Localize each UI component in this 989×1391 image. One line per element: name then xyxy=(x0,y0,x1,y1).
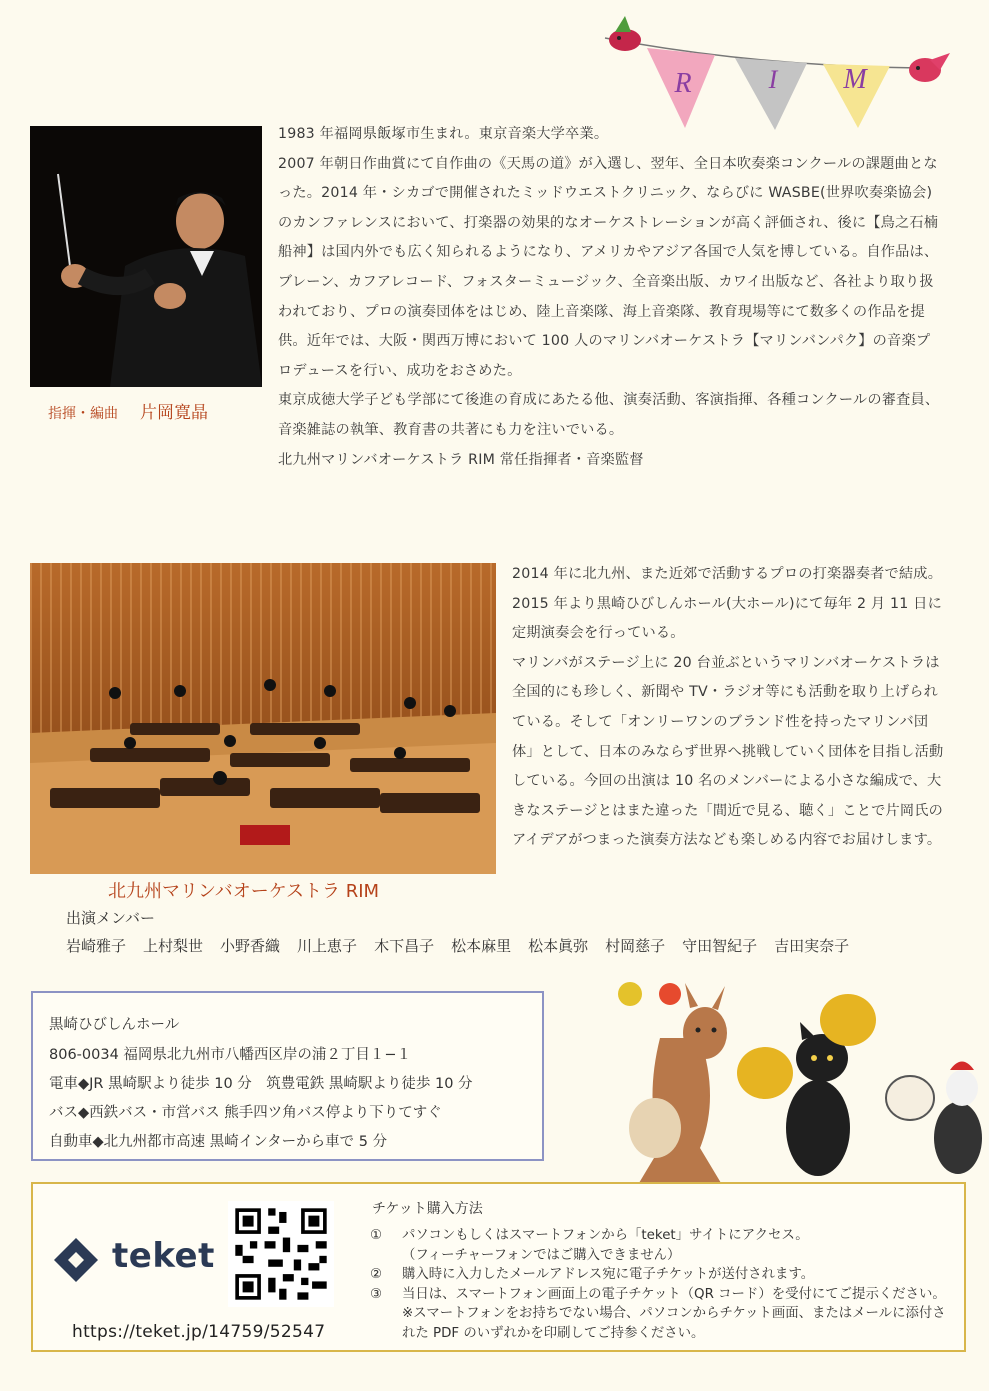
about-paragraph: マリンバがステージ上に 20 台並ぶというマリンバオーケストラは全国的にも珍しく、新聞や TV・ラジオ等にも活動を取り上げられている。そして「オンリーワンのブランド性を持ったマリンバ団体」として、日本のみならず世界へ挑戦していく団体を目指し活動している。今回の出演は 10 名のメンバーによる小さな編成で、大きなステージとはまた違った「間近で見る、聴く」ことで片岡氏のアイデアがつまった演奏方法なども楽しめる内容でお届けします。 xyxy=(512,654,944,849)
how-to-buy-title: チケット購入方法 xyxy=(372,1201,483,1217)
step-item xyxy=(370,1285,950,1344)
venue-car: 自動車◆北九州都市高速 黒崎インターから車で 5 分 xyxy=(49,1134,388,1150)
conductor-role: 指揮・編曲 xyxy=(48,406,118,422)
venue-bus: バス◆西鉄バス・市営バス 熊手四ツ角バス停より下りてすぐ xyxy=(49,1105,442,1121)
conductor-photo xyxy=(30,126,262,387)
about-paragraph: 2014 年に北九州、また近郊で活動するプロの打楽器奏者で結成。2015 年より黒崎ひびしんホール(大ホール)にて毎年 2 月 11 日に定期演奏会を行っている。 xyxy=(512,566,943,642)
kangaroo-icon xyxy=(618,982,730,1198)
conductor-bio xyxy=(278,120,944,475)
venue-train: 電車◆JR 黒崎駅より徒歩 10 分 筑豊電鉄 黒崎駅より徒歩 10 分 xyxy=(49,1076,473,1092)
tambourine-icon xyxy=(886,1076,934,1120)
orchestra-caption: 北九州マリンバオーケストラ RIM xyxy=(108,881,380,902)
members-title: 出演メンバー xyxy=(66,909,155,927)
qr-code[interactable] xyxy=(228,1201,334,1307)
bird-left-icon xyxy=(609,16,641,51)
orchestra-photo xyxy=(30,563,496,874)
teket-wordmark: teket xyxy=(112,1236,215,1276)
member-name: 吉田実奈子 xyxy=(774,937,850,955)
bio-paragraph: 2007 年朝日作曲賞にて自作曲の《天馬の道》が入選し、翌年、全日本吹奏楽コンクールの課題曲となった。2014 年・シカゴで開催されたミッドウエストクリニック、ならびに WASBE(世界吹奏楽協会)のカンファレンスにおいて、打楽器の効果的なオーケストレーションが高く評価され、後に【鳥之石楠船神】は国内外でも広く知られるようになり、アメリカやアジア各国で人気を博している。自作品は、ブレーン、カフアレコード、フォスターミュージック、全音楽出版、カワイ出版など、各社より取り扱われており、プロの演奏団体をはじめ、陸上音楽隊、海上音楽隊、教育現場等にて数多くの作品を提供。近年では、大阪・関西万博において 100 人のマリンバオーケストラ【マリンバンパク】の音楽プロデュースを行い、成功をおさめた。 xyxy=(278,155,939,379)
step-number: ② xyxy=(370,1267,383,1282)
conductor-name: 片岡寛晶 xyxy=(140,403,208,423)
step-number xyxy=(370,1246,402,1266)
member-name: 川上恵子 xyxy=(297,937,358,955)
bunting-letter-m: M xyxy=(843,64,867,95)
black-cat-icon xyxy=(786,1022,850,1176)
step-item xyxy=(370,1226,950,1246)
ticket-url-link[interactable]: https://teket.jp/14759/52547 xyxy=(72,1322,326,1342)
rim-bunting xyxy=(585,8,975,138)
bio-paragraph: 1983 年福岡県飯塚市生まれ。東京音楽大学卒業。 xyxy=(278,126,609,142)
venue-box xyxy=(31,991,544,1161)
step-number: ① xyxy=(370,1228,383,1243)
member-name: 村岡慈子 xyxy=(605,937,666,955)
member-name: 木下昌子 xyxy=(374,937,435,955)
step-number: ③ xyxy=(370,1286,383,1302)
step-item xyxy=(370,1246,950,1266)
conductor-caption xyxy=(48,398,208,423)
member-name: 小野香織 xyxy=(220,937,281,955)
member-name: 岩崎雅子 xyxy=(66,937,127,955)
member-name: 松本麻里 xyxy=(451,937,512,955)
members-list xyxy=(66,935,849,956)
teket-logo-icon xyxy=(54,1238,104,1286)
animals-illustration xyxy=(590,978,989,1203)
member-name: 松本眞弥 xyxy=(528,937,589,955)
step-text: 当日は、スマートフォン画面上の電子チケット（QR コード）を受付にてご提示ください。※スマートフォンをお持ちでない場合、パソコンからチケット画面、またはメールに添付された PDF のいずれかを印刷してご持参ください。 xyxy=(402,1286,946,1341)
venue-name: 黒崎ひびしんホール xyxy=(49,1017,180,1033)
bunting-letter-i: I xyxy=(768,65,778,94)
bird-right-icon xyxy=(909,53,950,82)
step-item xyxy=(370,1265,950,1285)
step-text: パソコンもしくはスマートフォンから「teket」サイトにアクセス。 xyxy=(402,1228,809,1243)
bio-paragraph: 北九州マリンバオーケストラ RIM 常任指揮者・音楽監督 xyxy=(278,451,644,468)
member-name: 守田智紀子 xyxy=(682,937,758,955)
bio-paragraph: 東京成徳大学子ども学部にて後進の育成にあたる他、演奏活動、客演指揮、各種コンクールの審査員、音楽雑誌の執筆、教育書の共著にも力を注いでいる。 xyxy=(278,392,940,438)
member-name: 上村梨世 xyxy=(143,937,204,955)
bunting-letter-r: R xyxy=(674,68,692,99)
venue-address: 806-0034 福岡県北九州市八幡西区岸の浦２丁目１−１ xyxy=(49,1047,412,1063)
how-to-buy-steps xyxy=(370,1226,950,1343)
orchestra-about xyxy=(512,560,946,856)
rooster-icon xyxy=(934,1062,982,1175)
step-text: 購入時に入力したメールアドレス宛に電子チケットが送付されます。 xyxy=(402,1267,815,1282)
step-text: （フィーチャーフォンではご購入できません） xyxy=(402,1247,681,1263)
